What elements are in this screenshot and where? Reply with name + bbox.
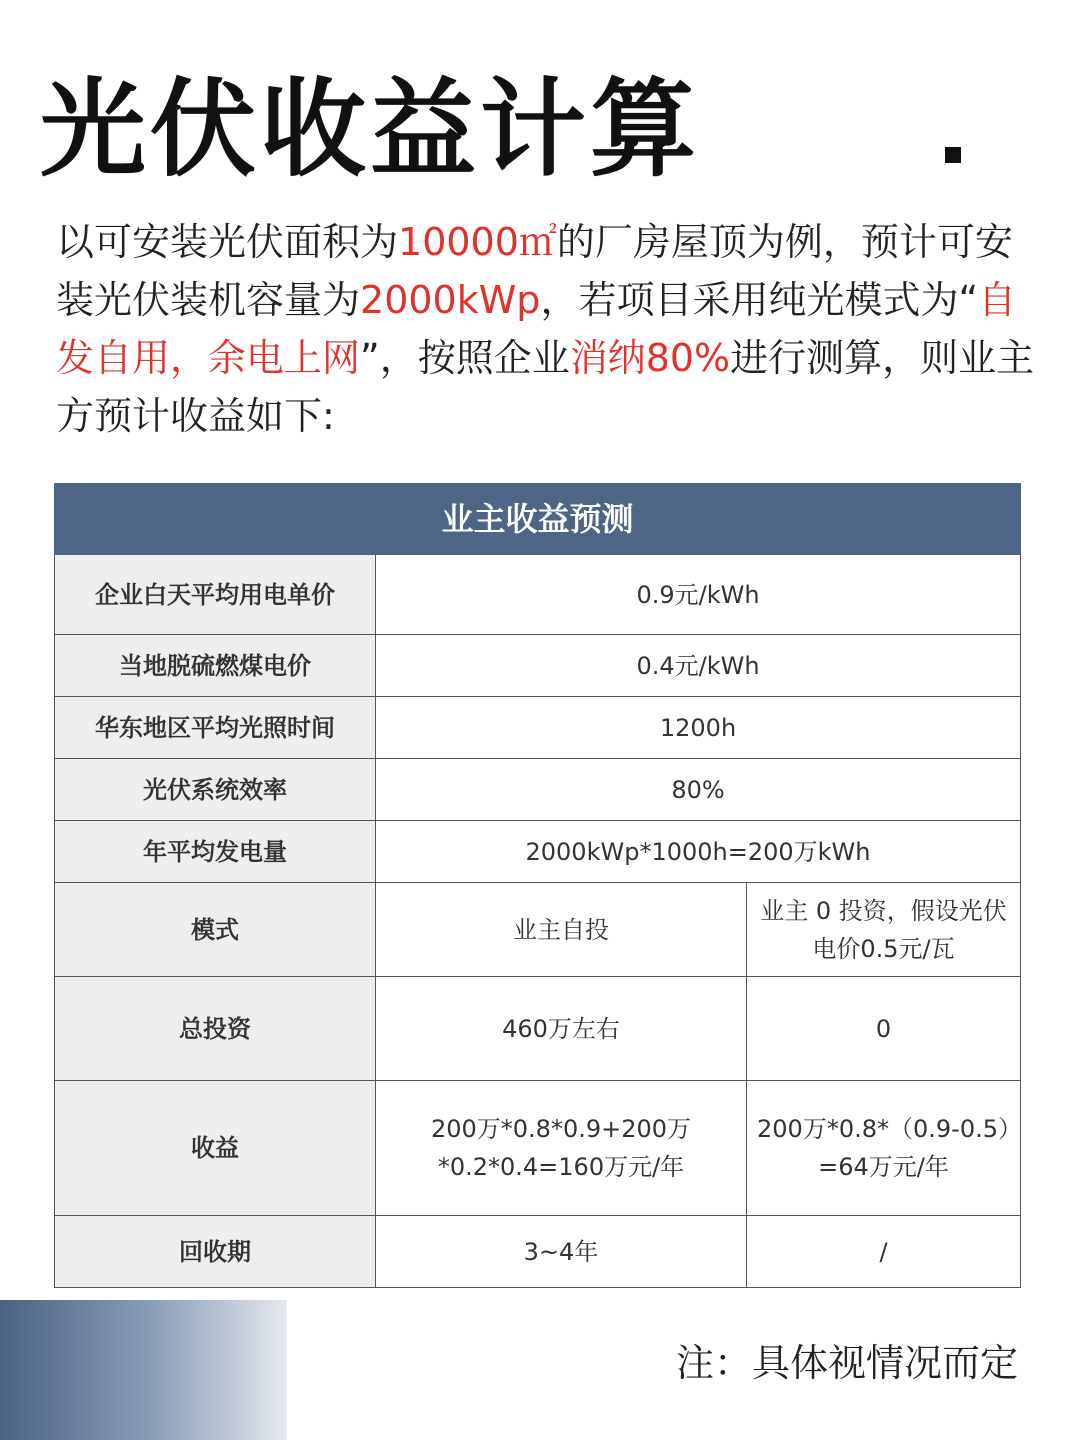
income-zero: 200万*0.8*（0.9-0.5）=64万元/年: [747, 1081, 1021, 1216]
investment-zero: 0: [747, 977, 1021, 1081]
owner-income-table: [54, 483, 1021, 1288]
table-row: [55, 555, 1021, 635]
row-value: 1200h: [376, 697, 1021, 759]
table-row: [55, 759, 1021, 821]
row-label: 模式: [55, 883, 376, 977]
row-label: 回收期: [55, 1216, 376, 1288]
decorative-gradient-bar: [0, 1300, 287, 1440]
row-label: 光伏系统效率: [55, 759, 376, 821]
table-row: [55, 821, 1021, 883]
mode-row: [55, 883, 1021, 977]
intro-paragraph: [56, 213, 1046, 445]
row-label: 年平均发电量: [55, 821, 376, 883]
row-label: 当地脱硫燃煤电价: [55, 635, 376, 697]
intro-text-4: ”，按照企业: [360, 336, 570, 380]
mode-zero-invest: 业主 0 投资，假设光伏电价0.5元/瓦: [747, 883, 1021, 977]
income-self: 200万*0.8*0.9+200万*0.2*0.4=160万元/年: [376, 1081, 747, 1216]
intro-text-2: 的厂房屋顶为例，预计可安装光伏装机容量为: [56, 220, 1013, 322]
row-value: 80%: [376, 759, 1021, 821]
row-label: 总投资: [55, 977, 376, 1081]
payback-zero: /: [747, 1216, 1021, 1288]
page-title: 光伏收益计算: [40, 68, 700, 191]
intro-mode: 自发自用，余电上网: [56, 278, 1017, 380]
payback-self: 3~4年: [376, 1216, 747, 1288]
income-row: [55, 1081, 1021, 1216]
intro-text-3: ，若项目采用纯光模式为“: [540, 278, 979, 322]
investment-self: 460万左右: [376, 977, 747, 1081]
intro-consume: 消纳80%: [569, 336, 731, 380]
payback-row: [55, 1216, 1021, 1288]
footnote: 注：具体视情况而定: [675, 1341, 1018, 1385]
table-title: 业主收益预测: [55, 484, 1021, 555]
row-value: 0.9元/kWh: [376, 555, 1021, 635]
intro-area: 10000㎡: [398, 220, 557, 264]
mode-self-invest: 业主自投: [376, 883, 747, 977]
investment-row: [55, 977, 1021, 1081]
row-label: 收益: [55, 1081, 376, 1216]
decorative-square: [945, 147, 961, 163]
table-row: [55, 697, 1021, 759]
intro-text-1: 以可安装光伏面积为: [56, 220, 399, 264]
intro-text-5: 进行测算，则业主方预计收益如下:: [56, 336, 1035, 438]
table-row: [55, 635, 1021, 697]
intro-capacity: 2000kWp: [360, 278, 541, 322]
row-value: 2000kWp*1000h=200万kWh: [376, 821, 1021, 883]
row-label: 企业白天平均用电单价: [55, 555, 376, 635]
row-value: 0.4元/kWh: [376, 635, 1021, 697]
row-label: 华东地区平均光照时间: [55, 697, 376, 759]
